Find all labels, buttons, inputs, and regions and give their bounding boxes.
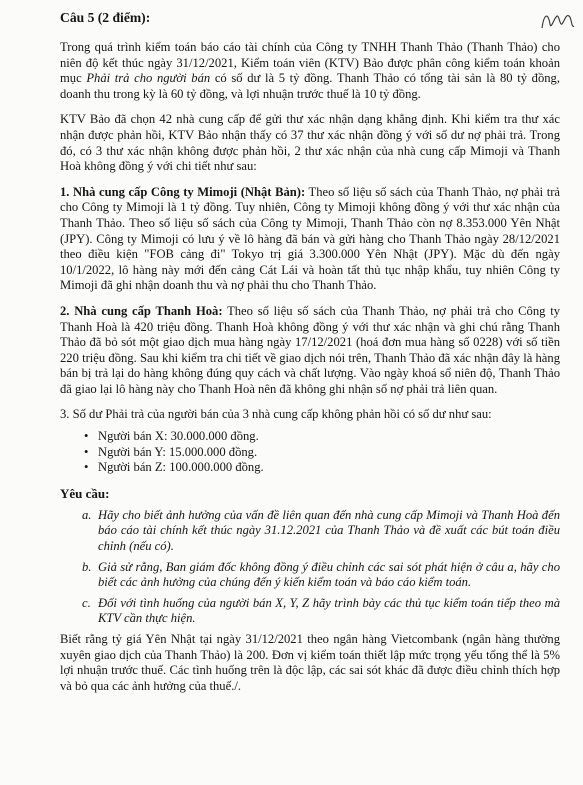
requirement-item xyxy=(60,508,560,555)
requirement-label: b. xyxy=(82,559,92,574)
non-response-intro: 3. Số dư Phải trả của người bán của 3 nhà cung cấp không phản hồi có số dư như sau: xyxy=(60,407,492,422)
supplier-thanhhoa-paragraph xyxy=(60,304,560,398)
intro-paragraph xyxy=(60,40,560,102)
requirement-text: Đối với tình huống của người bán X, Y, Z hãy trình bày các thủ tục kiểm toán tiếp theo mà KTV cần thực hiện. xyxy=(98,595,560,626)
intro-text-1: Trong quá trình kiểm toán báo cáo tài chính của Công ty TNHH Thanh Thảo (Thanh Thảo) cho niên độ kết thúc ngày 31/12/2021, Kiểm toán viên (KTV) Bảo được phân công kiểm toán khoản mục xyxy=(60,40,560,86)
supplier-mimoji-text: Theo số liệu số sách của Thanh Thảo, nợ phải trả cho Công ty Mimoji là 1 tỷ đồng. Tuy nhiên, Công ty Mimoji không đồng ý với thư xác nhận của Thanh Thảo. Theo số liệu số sách của Công ty Mimoji, Thanh Thảo còn nợ 8.353.000 Yên Nhật (JPY). Công ty Mimoji có lưu ý về lô hàng đã bán và gửi hàng cho Thanh Thảo ngày 28/12/2021 theo điều kiện "FOB cảng đi" Tokyo trị giá 3.300.000 Yên Nhật (JPY). Mặc dù đến ngày 10/1/2022, lô hàng này mới đến cảng Cát Lái và hoàn tất thủ tục nhập khẩu, tuy nhiên Công ty Mimoji đã ghi nhận doanh thu và nợ phải thu cho Thanh Thảo. xyxy=(60,184,560,293)
requirement-label: c. xyxy=(82,595,91,610)
list-item: • Người bán Z: 100.000.000 đồng. xyxy=(60,460,560,476)
supplier-mimoji-paragraph xyxy=(60,185,560,294)
non-response-list xyxy=(60,429,560,476)
footer-paragraph: Biết rằng tỷ giá Yên Nhật tại ngày 31/12/2021 theo ngân hàng Vietcombank (ngân hàng thường xuyên giao dịch của Thanh Thảo) là 200. Đơn vị kiểm toán thiết lập mức trọng yếu tổng thể là 5% lợi nhuận trước thuế. Các tình huống trên là độc lập, các sai sót khác đã được điều chỉnh thích hợp và bỏ qua các ảnh hưởng của thuế./. xyxy=(60,632,560,693)
requirement-text: Hãy cho biết ảnh hưởng của vấn đề liên quan đến nhà cung cấp Mimoji và Thanh Hoà đến báo cáo tài chính kết thúc ngày 31.12.2021 của Thanh Thảo và đề xuất các bút toán điều chỉnh (nếu có). xyxy=(98,507,560,554)
requirements-list xyxy=(60,508,560,627)
requirements-heading: Yêu cầu: xyxy=(60,485,110,501)
supplier-thanhhoa-heading: 2. Nhà cung cấp Thanh Hoà: xyxy=(60,303,223,318)
requirement-text: Giả sử rằng, Ban giám đốc không đồng ý điều chỉnh các sai sót phát hiện ở câu a, hãy cho biết các ảnh hưởng của chúng đến ý kiến kiểm toán và báo cáo kiểm toán. xyxy=(98,559,560,590)
confirmation-paragraph: KTV Bảo đã chọn 42 nhà cung cấp để gửi thư xác nhận dạng khẳng định. Khi kiểm tra thư xác nhận được phản hồi, KTV Bảo nhận thấy có 37 thư xác nhận đồng ý với số dư nợ phải trả. Trong đó, có 3 thư xác nhận không được phản hồi, 2 thư xác nhận của nhà cung cấp Mimoji và Thanh Hoà không đồng ý với chi tiết như sau: xyxy=(60,112,560,174)
supplier-thanhhoa-text: Theo số liệu số sách của Thanh Thảo, nợ phải trả cho Công ty Thanh Hoà là 420 triệu đồng. Thanh Hoà không đồng ý với thư xác nhận và ghi chú rằng Thanh Thảo đã bỏ sót một giao dịch mua hàng ngày 17/12/2021 (hoá đơn mua hàng số 0228) với số tiền 220 triệu đồng. Sau khi kiểm tra chi tiết về giao dịch nói trên, Thanh Thảo đã xác nhận đây là hàng bán bị trả lại do hàng không đúng quy cách và chất lượng. Vào ngày khoá sổ niên độ, Thanh Thảo đã giao lại lô hàng này cho Thanh Hoà nên đã không ghi nhận số nợ phải trả liên quan. xyxy=(60,303,560,396)
requirement-item xyxy=(60,596,560,627)
requirement-item xyxy=(60,560,560,591)
list-item: • Người bán X: 30.000.000 đồng. xyxy=(60,429,560,445)
supplier-mimoji-heading: 1. Nhà cung cấp Công ty Mimoji (Nhật Bản): xyxy=(60,184,306,199)
intro-emphasis: Phải trả cho người bán xyxy=(86,71,211,86)
requirement-label: a. xyxy=(82,507,92,522)
question-title: Câu 5 (2 điểm): xyxy=(60,10,151,25)
list-item: • Người bán Y: 15.000.000 đồng. xyxy=(60,445,560,461)
intro-text-2: có số dư là 5 tỷ đồng. Thanh Thảo có tổng tài sản là 80 tỷ đồng, doanh thu trong kỳ là 60 tỷ đồng, và lợi nhuận trước thuế là 10 tỷ đồng. xyxy=(60,71,560,101)
exam-question xyxy=(60,10,560,694)
